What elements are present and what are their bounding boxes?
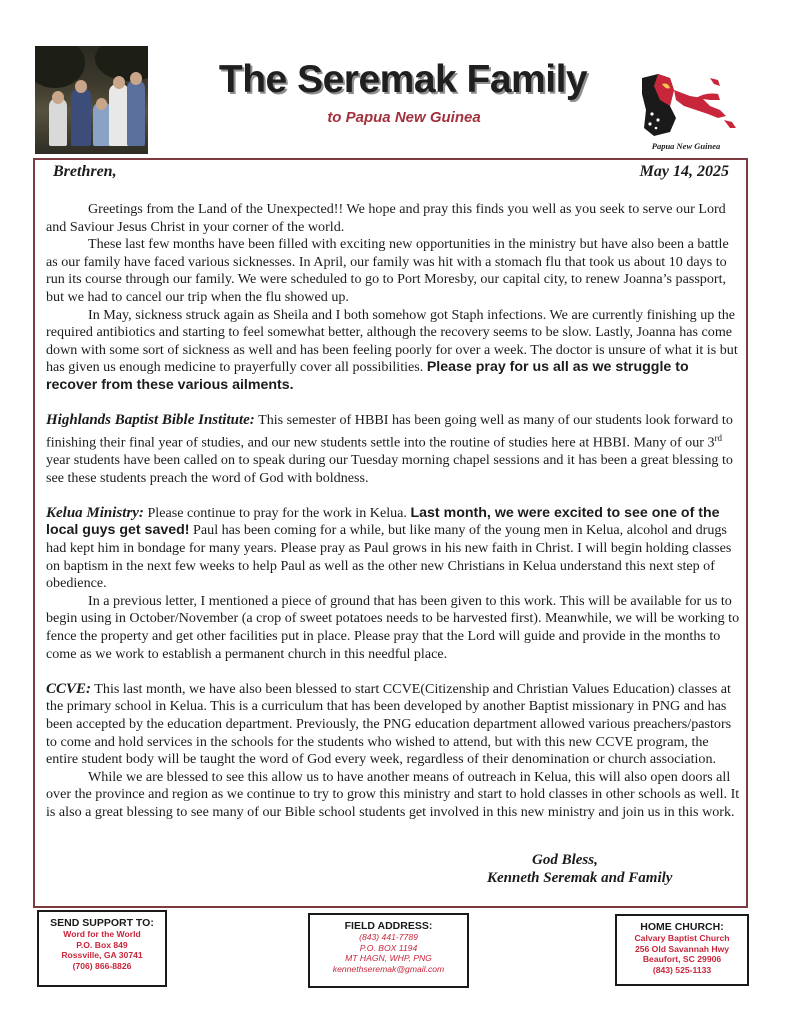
png-flag-map-icon bbox=[640, 70, 740, 140]
church-heading: HOME CHURCH: bbox=[640, 921, 724, 933]
field-line: MT HAGN, WHP, PNG bbox=[345, 953, 432, 964]
paragraph-sickness-may bbox=[46, 307, 740, 395]
paragraph-ground: In a previous letter, I mentioned a piece of ground that has been given to this work. This will be available for us to begin using in October/November (a crop of sweet potatoes needs to be harvested first). Meanwhile, we will be working to fence the property and get other facilities put in place. Please pray that the Lord will guide and provide in the months to come as we work to establish a permanent church in this needful place. bbox=[46, 592, 740, 662]
ordinal-suffix: rd bbox=[714, 432, 723, 443]
paragraph-greetings: Greetings from the Land of the Unexpected!! We hope and pray this finds you well as you seek to serve our Lord and Saviour Jesus Christ in your corner of the world. bbox=[46, 201, 726, 235]
church-phone: (843) 525-1133 bbox=[652, 964, 712, 975]
page-subtitle: to Papua New Guinea bbox=[327, 109, 481, 126]
section-text: This last month, we have also been blessed to start CCVE(Citizenship and Christian Values Education) classes at the primary school in Kelua. This is a curriculum that has been developed by another Baptist missionary in PNG and has been accepted by the education department. Previously, the PNG education department allowed various preachers/pastors to come and hold services in the schools for the students who wished to attend, but with this new CCVE program, the entire student body will be taught the word of God every week, regardless of their denomination or church association. bbox=[46, 680, 732, 768]
paragraph-sickness-april: These last few months have been filled with exciting new opportunities in the ministry but have also been a battle as our family have faced various sicknesses. In April, our family was hit with a stomach flu that took us about 10 days to run its course through our family. We were scheduled to go to Port Moresby, our capital city, to renew Joanna’s passport, but we had to cancel our trip when the flu showed up. bbox=[46, 236, 729, 305]
church-line: Calvary Baptist Church bbox=[634, 933, 730, 943]
section-heading-ccve: CCVE: bbox=[46, 680, 92, 697]
section-kelua bbox=[46, 505, 740, 593]
section-heading-hbbi: Highlands Baptist Bible Institute: bbox=[46, 412, 255, 429]
field-email: kennethseremak@gmail.com bbox=[332, 963, 445, 974]
field-address-box bbox=[308, 913, 469, 988]
section-hbbi bbox=[46, 412, 740, 487]
section-ccve bbox=[46, 681, 740, 769]
paragraph-outreach: While we are blessed to see this allow us to have another means of outreach in Kelua, this will also open doors all over the province and region as we continue to try to grow this ministry and start to hold classes in other schools as well. It is also a great blessing to see many of our Bible school students get involved in this new ministry and join us in this work. bbox=[46, 768, 740, 820]
support-line: P.O. Box 849 bbox=[76, 939, 128, 950]
prayer-request: Please pray for us all as we struggle to recover from these various ailments. bbox=[46, 359, 689, 393]
support-line: Rossville, GA 30741 bbox=[61, 950, 143, 961]
letter-greeting: Brethren, bbox=[53, 163, 117, 180]
support-phone: (706) 866-8826 bbox=[72, 960, 132, 971]
section-text: This semester of HBBI has been going well as many of our students look forward to finishing their final year of studies, and our new students settle into the routine of studies here at HBBI. Many of our 3 bbox=[46, 412, 733, 451]
field-heading: FIELD ADDRESS: bbox=[344, 920, 433, 932]
page-title: The Seremak Family bbox=[218, 58, 588, 101]
map-caption: Papua New Guinea bbox=[651, 141, 721, 151]
support-line: Word for the World bbox=[63, 929, 141, 939]
section-heading-kelua: Kelua Ministry: bbox=[46, 504, 144, 521]
section-text: Paul has been coming for a while, but like many of the young men in Kelua, alcohol and drugs had kept him in bondage for many years. Please pray as Paul grows in his new faith in Christ. I will begin holding classes on baptism in the next few weeks to help Paul as well as the other new Christians in Kelua understand this next step of obedience. bbox=[46, 522, 732, 592]
letter-signature: Kenneth Seremak and Family bbox=[487, 870, 673, 886]
letter-date: May 14, 2025 bbox=[639, 163, 729, 180]
section-text: year students have been called on to speak during our Tuesday morning chapel sessions and it has been a great blessing to see these students preach the word of God with boldness. bbox=[46, 452, 733, 486]
paragraph-text: In May, sickness struck again as Sheila and I both somehow got Staph infections. We are currently finishing up the required antibiotics and starting to feel somewhat better, although the recovery seems to be slow. Lastly, Joanna has come down with some sort of sickness as well and has been feeling poorly for over a week. The doctor is unsure of what it is but has given us enough medicine to prayerfully cover all possibilities. bbox=[46, 306, 738, 376]
support-heading: SEND SUPPORT TO: bbox=[50, 917, 154, 929]
family-photo bbox=[35, 46, 148, 154]
church-line: Beaufort, SC 29906 bbox=[642, 954, 722, 965]
field-phone: (843) 441-7789 bbox=[359, 932, 418, 942]
section-text: Please continue to pray for the work in Kelua. bbox=[147, 504, 407, 521]
letter-closing: God Bless, bbox=[532, 852, 598, 868]
salvation-highlight: Last month, we were excited to see one of the local guys get saved! bbox=[46, 504, 720, 539]
field-line: P.O. BOX 1194 bbox=[359, 942, 418, 953]
letter-body bbox=[46, 201, 740, 821]
support-address-box bbox=[37, 910, 167, 987]
home-church-box bbox=[615, 914, 749, 986]
church-line: 256 Old Savannah Hwy bbox=[634, 943, 730, 954]
